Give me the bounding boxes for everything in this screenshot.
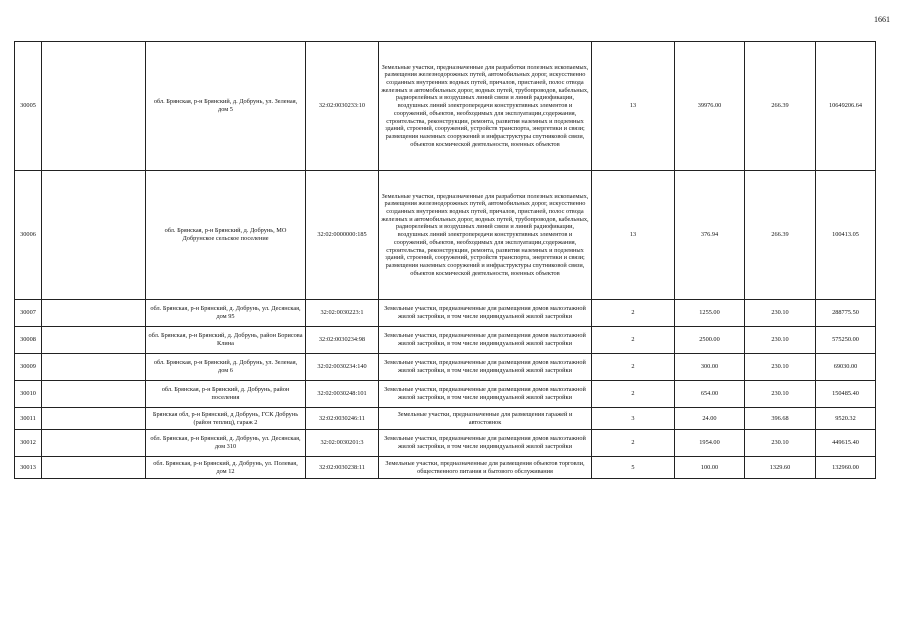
cadastral-value-cell: 449615.40 [816, 430, 876, 457]
address-cell: обл. Брянская, р-н Брянский, д. Добрунь, район Борисова Клина [146, 327, 306, 354]
cadastral-number-cell: 32:02:0030201:3 [306, 430, 379, 457]
address-cell: обл. Брянская, р-н Брянский, д. Добрунь, МО Добрунское сельское поселение [146, 171, 306, 300]
table-row [15, 171, 876, 300]
table-row [15, 327, 876, 354]
land-use-code-cell: 5 [592, 457, 675, 479]
land-use-code-cell: 2 [592, 381, 675, 408]
area-cell: 1954.00 [675, 430, 745, 457]
unit-price-cell: 1329.60 [745, 457, 816, 479]
cadastral-number-cell: 32:02:0030233:10 [306, 42, 379, 171]
area-cell: 24.00 [675, 408, 745, 430]
cadastral-number-cell: 32:02:0030223:1 [306, 300, 379, 327]
land-use-cell: Земельные участки, предназначенные для разработки полезных ископаемых, размещения железнодорожных путей, автомобильных дорог, искусственно созданных внутренних водных путей, причалов, пристаней, полос отвода железных и автомобильных дорог, водных путей, трубопроводов, кабельных, радиорелейных и воздушных линий связи и линий радиофикации, воздушных линий электропередачи конструктивных элементов и сооружений, объектов, необходимых для эксплуатации,содержания, строительства, реконструкции, ремонта, развития наземных и подземных зданий, строений, сооружений, устройств транспорта, энергетики и связи; размещения наземных сооружений и инфраструктуры спутниковой связи, объектов космической деятельности, военных объектов [379, 42, 592, 171]
unit-price-cell: 230.10 [745, 354, 816, 381]
cadastral-value-cell: 9520.32 [816, 408, 876, 430]
table-row [15, 42, 876, 171]
area-cell: 39976.00 [675, 42, 745, 171]
land-use-code-cell: 13 [592, 171, 675, 300]
land-use-code-cell: 13 [592, 42, 675, 171]
address-cell: обл. Брянская, р-н Брянский, д. Добрунь, ул. Зеленая, дом 6 [146, 354, 306, 381]
cadastral-value-cell: 575250.00 [816, 327, 876, 354]
row-number: 30011 [15, 408, 42, 430]
cadastral-value-cell: 10649206.64 [816, 42, 876, 171]
land-registry-table [14, 41, 876, 479]
cadastral-number-cell: 32:02:0030238:11 [306, 457, 379, 479]
blank-cell [42, 381, 146, 408]
cadastral-number-cell: 32:02:0030246:11 [306, 408, 379, 430]
cadastral-value-cell: 288775.50 [816, 300, 876, 327]
unit-price-cell: 230.10 [745, 430, 816, 457]
blank-cell [42, 327, 146, 354]
cadastral-value-cell: 132960.00 [816, 457, 876, 479]
row-number: 30009 [15, 354, 42, 381]
cadastral-number-cell: 32:02:0030234:98 [306, 327, 379, 354]
unit-price-cell: 396.68 [745, 408, 816, 430]
land-use-cell: Земельные участки, предназначенные для размещения домов малоэтажной жилой застройки, в том числе индивидуальной жилой застройки [379, 327, 592, 354]
address-cell: обл. Брянская, р-н Брянский, д. Добрунь, ул. Зеленая, дом 5 [146, 42, 306, 171]
land-use-cell: Земельные участки, предназначенные для размещения домов малоэтажной жилой застройки, в том числе индивидуальной жилой застройки [379, 300, 592, 327]
row-number: 30006 [15, 171, 42, 300]
area-cell: 654.00 [675, 381, 745, 408]
cadastral-number-cell: 32:02:0030234:140 [306, 354, 379, 381]
blank-cell [42, 300, 146, 327]
row-number: 30008 [15, 327, 42, 354]
blank-cell [42, 354, 146, 381]
table-row [15, 457, 876, 479]
cadastral-value-cell: 69030.00 [816, 354, 876, 381]
address-cell: обл. Брянская, р-н Брянский, д. Добрунь, ул. Десянская, дом 310 [146, 430, 306, 457]
land-use-cell: Земельные участки, предназначенные для разработки полезных ископаемых, размещения железнодорожных путей, автомобильных дорог, искусственно созданных внутренних водных путей, причалов, пристаней, полос отвода железных и автомобильных дорог, водных путей, трубопроводов, кабельных, радиорелейных и воздушных линий связи и линий радиофикации, воздушных линий электропередачи конструктивных элементов и сооружений, объектов, необходимых для эксплуатации,содержания, строительства, реконструкции, ремонта, развития наземных и подземных зданий, строений, сооружений, устройств транспорта, энергетики и связи; размещения наземных сооружений и инфраструктуры спутниковой связи, объектов космической деятельности, военных объектов [379, 171, 592, 300]
table-row [15, 430, 876, 457]
blank-cell [42, 408, 146, 430]
land-use-code-cell: 2 [592, 354, 675, 381]
land-use-cell: Земельные участки, предназначенные для размещения домов малоэтажной жилой застройки, в том числе индивидуальной жилой застройки [379, 430, 592, 457]
blank-cell [42, 457, 146, 479]
row-number: 30012 [15, 430, 42, 457]
land-use-cell: Земельные участки, предназначенные для размещения домов малоэтажной жилой застройки, в том числе индивидуальной жилой застройки [379, 381, 592, 408]
cadastral-number-cell: 32:02:0000000:185 [306, 171, 379, 300]
address-cell: Брянская обл, р-н Брянский, д Добрунь, ГСК Добрунь (район теплиц), гараж 2 [146, 408, 306, 430]
table-row [15, 408, 876, 430]
cadastral-value-cell: 100413.05 [816, 171, 876, 300]
table-row [15, 354, 876, 381]
land-use-code-cell: 3 [592, 408, 675, 430]
cadastral-number-cell: 32:02:0030248:101 [306, 381, 379, 408]
row-number: 30005 [15, 42, 42, 171]
address-cell: обл. Брянская, р-н Брянский, д. Добрунь, ул. Полевая, дом 12 [146, 457, 306, 479]
cadastral-value-cell: 150485.40 [816, 381, 876, 408]
land-use-cell: Земельные участки, предназначенные для размещения домов малоэтажной жилой застройки, в том числе индивидуальной жилой застройки [379, 354, 592, 381]
area-cell: 1255.00 [675, 300, 745, 327]
blank-cell [42, 42, 146, 171]
address-cell: обл. Брянская, р-н Брянский, д. Добрунь, ул. Десянская, дом 95 [146, 300, 306, 327]
area-cell: 376.94 [675, 171, 745, 300]
address-cell: обл. Брянская, р-н Брянский, д. Добрунь, район поселения [146, 381, 306, 408]
blank-cell [42, 171, 146, 300]
land-use-cell: Земельные участки, предназначенные для размещения объектов торговли, общественного питания и бытового обслуживания [379, 457, 592, 479]
unit-price-cell: 230.10 [745, 327, 816, 354]
land-use-code-cell: 2 [592, 300, 675, 327]
unit-price-cell: 266.39 [745, 42, 816, 171]
row-number: 30013 [15, 457, 42, 479]
land-use-cell: Земельные участки, предназначенные для размещения гаражей и автостоянок [379, 408, 592, 430]
unit-price-cell: 230.10 [745, 300, 816, 327]
area-cell: 2500.00 [675, 327, 745, 354]
land-use-code-cell: 2 [592, 430, 675, 457]
land-use-code-cell: 2 [592, 327, 675, 354]
unit-price-cell: 266.39 [745, 171, 816, 300]
row-number: 30010 [15, 381, 42, 408]
area-cell: 300.00 [675, 354, 745, 381]
blank-cell [42, 430, 146, 457]
unit-price-cell: 230.10 [745, 381, 816, 408]
table-row [15, 381, 876, 408]
area-cell: 100.00 [675, 457, 745, 479]
page-number: 1661 [874, 15, 890, 24]
row-number: 30007 [15, 300, 42, 327]
table-row [15, 300, 876, 327]
